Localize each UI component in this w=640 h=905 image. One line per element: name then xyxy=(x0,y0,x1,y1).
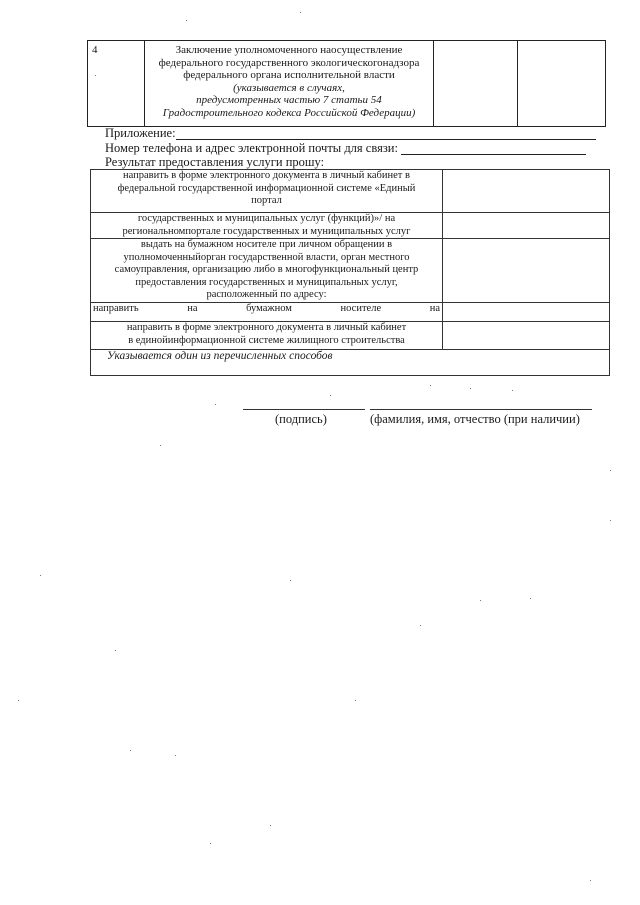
row-number: 4 xyxy=(88,41,145,127)
scan-speck xyxy=(590,880,591,881)
attachment-label: Приложение: xyxy=(105,126,176,140)
note-text: Указывается один из перечисленных способов xyxy=(91,350,610,376)
option-line: региональномпортале государственных и муниципальных услуг xyxy=(122,225,411,237)
option-line: портал xyxy=(251,195,282,206)
row-description xyxy=(145,41,434,127)
scan-speck xyxy=(160,445,161,446)
scan-speck xyxy=(115,650,116,651)
note-row xyxy=(91,350,610,376)
table-row xyxy=(88,41,606,127)
scan-speck xyxy=(210,843,211,844)
scan-speck xyxy=(270,825,271,826)
result-label: Результат предоставления услуги прошу: xyxy=(105,155,325,169)
description-line: федерального государственного экологическогонадзора xyxy=(158,56,420,69)
option-text xyxy=(91,322,443,350)
scan-speck xyxy=(610,470,611,471)
option-mark-cell xyxy=(443,239,610,303)
scan-speck xyxy=(18,700,19,701)
option-line: выдать на бумажном носителе при личном обращении в xyxy=(140,239,393,250)
attachment-line xyxy=(105,126,596,140)
contact-label: Номер телефона и адрес электронной почты для связи: xyxy=(105,141,398,155)
option-row xyxy=(91,170,610,213)
option-row xyxy=(91,322,610,350)
option-line: уполномоченныйорган государственной власти, орган местного xyxy=(123,251,410,263)
scan-speck xyxy=(175,755,176,756)
option-line: в единойинформационной системе жилищного строительства xyxy=(128,334,405,346)
description-lines xyxy=(147,44,431,119)
scan-speck xyxy=(470,388,471,389)
scan-speck xyxy=(430,385,431,386)
description-line: (указывается в случаях, xyxy=(233,81,345,94)
signature-line xyxy=(243,409,365,410)
scan-speck xyxy=(420,625,421,626)
option-line: направить в форме электронного документа в личный кабинет xyxy=(126,322,407,333)
option-mark-cell xyxy=(443,170,610,213)
option-line: предоставления государственных и муниципальных услуг, xyxy=(135,276,398,288)
name-label: (фамилия, имя, отчество (при наличии) xyxy=(370,412,580,426)
scan-speck xyxy=(186,20,187,21)
empty-cell xyxy=(518,41,606,127)
option-text xyxy=(91,303,443,322)
scan-speck xyxy=(290,580,291,581)
contact-fill-line xyxy=(401,143,586,155)
description-line: Градостроительного кодекса Российской Федерации) xyxy=(162,106,416,119)
option-mark-cell xyxy=(443,303,610,322)
description-line: предусмотренных частью 7 статьи 54 xyxy=(196,94,382,106)
signature-label: (подпись) xyxy=(275,412,327,426)
scan-speck xyxy=(95,75,96,76)
option-line: расположенный по адресу: xyxy=(206,289,327,300)
scan-speck xyxy=(530,598,531,599)
option-line: федеральной государственной информационной системе «Единый xyxy=(117,182,416,194)
option-text xyxy=(91,170,443,213)
name-line xyxy=(370,409,592,410)
description-line: федерального органа исполнительной власти xyxy=(183,69,395,81)
option-line: самоуправления, организацию либо в многофункциональный центр xyxy=(114,264,419,275)
result-line xyxy=(105,155,324,169)
scan-speck xyxy=(480,600,481,601)
option-text xyxy=(91,213,443,239)
scan-speck xyxy=(355,700,356,701)
description-line: Заключение уполномоченного наосуществление xyxy=(175,44,403,56)
option-line: направить на бумажном носителе на xyxy=(93,303,440,314)
option-mark-cell xyxy=(443,213,610,239)
document-table xyxy=(87,40,606,127)
empty-cell xyxy=(434,41,518,127)
scan-speck xyxy=(130,750,131,751)
contact-line xyxy=(105,141,586,155)
option-row xyxy=(91,303,610,322)
scan-speck xyxy=(610,520,611,521)
scan-speck xyxy=(215,404,216,405)
option-row xyxy=(91,239,610,303)
scan-speck xyxy=(300,12,301,13)
option-line: государственных и муниципальных услуг (функций)»/ на xyxy=(137,213,396,224)
scan-speck xyxy=(512,390,513,391)
option-text xyxy=(91,239,443,303)
scan-speck xyxy=(330,395,331,396)
option-line: направить в форме электронного документа в личный кабинет в xyxy=(123,170,410,181)
scan-speck xyxy=(40,575,41,576)
delivery-options-table xyxy=(90,169,610,376)
attachment-fill-line xyxy=(176,128,596,140)
option-row xyxy=(91,213,610,239)
option-mark-cell xyxy=(443,322,610,350)
